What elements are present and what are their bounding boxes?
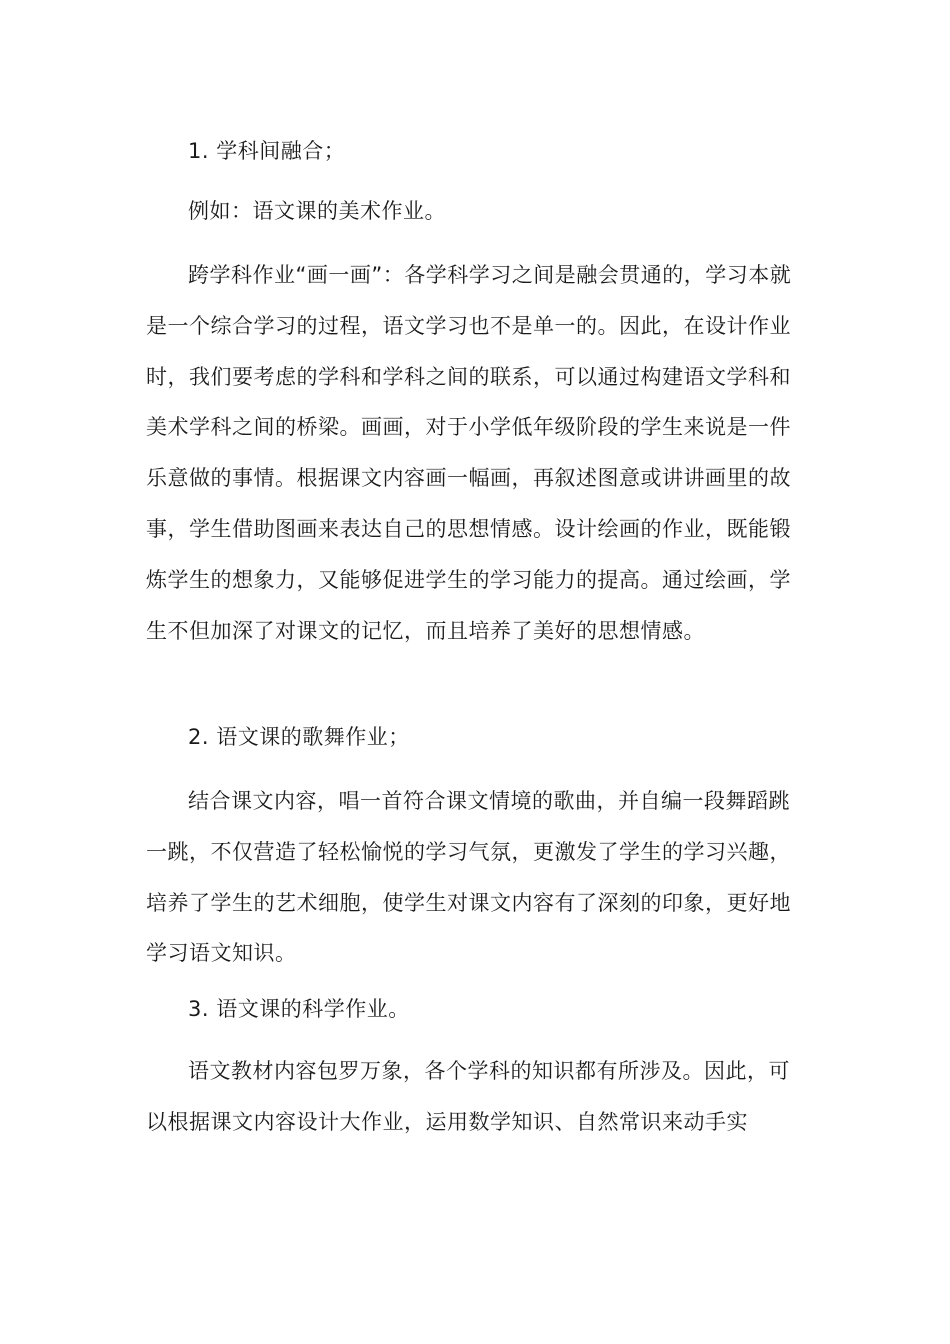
paragraph-3: 语文教材内容包罗万象，各个学科的知识都有所涉及。因此，可以根据课文内容设计大作业，运用数学知识、自然常识来动手实 — [146, 1059, 790, 1134]
heading-1: 1. 学科间融合； — [188, 139, 346, 163]
heading-2: 2. 语文课的歌舞作业； — [188, 725, 410, 749]
heading-3: 3. 语文课的科学作业。 — [188, 997, 410, 1021]
example-line: 例如：语文课的美术作业。 — [188, 199, 446, 223]
paragraph-2: 结合课文内容，唱一首符合课文情境的歌曲，并自编一段舞蹈跳一跳，不仅营造了轻松愉悦的学习气氛，更激发了学生的学习兴趣，培养了学生的艺术细胞，使学生对课文内容有了深刻的印象，更好地学习语文知识。 — [146, 789, 791, 966]
paragraph-1: 跨学科作业“画一画”：各学科学习之间是融会贯通的，学习本就是一个综合学习的过程，语文学习也不是单一的。因此，在设计作业时，我们要考虑的学科和学科之间的联系，可以通过构建语文学科和美术学科之间的桥梁。画画，对于小学低年级阶段的学生来说是一件乐意做的事情。根据课文内容画一幅画，再叙述图意或讲讲画里的故事，学生借助图画来表达自己的思想情感。设计绘画的作业，既能锻炼学生的想象力，又能够促进学生的学习能力的提高。通过绘画，学生不但加深了对课文的记忆，而且培养了美好的思想情感。 — [146, 263, 792, 643]
